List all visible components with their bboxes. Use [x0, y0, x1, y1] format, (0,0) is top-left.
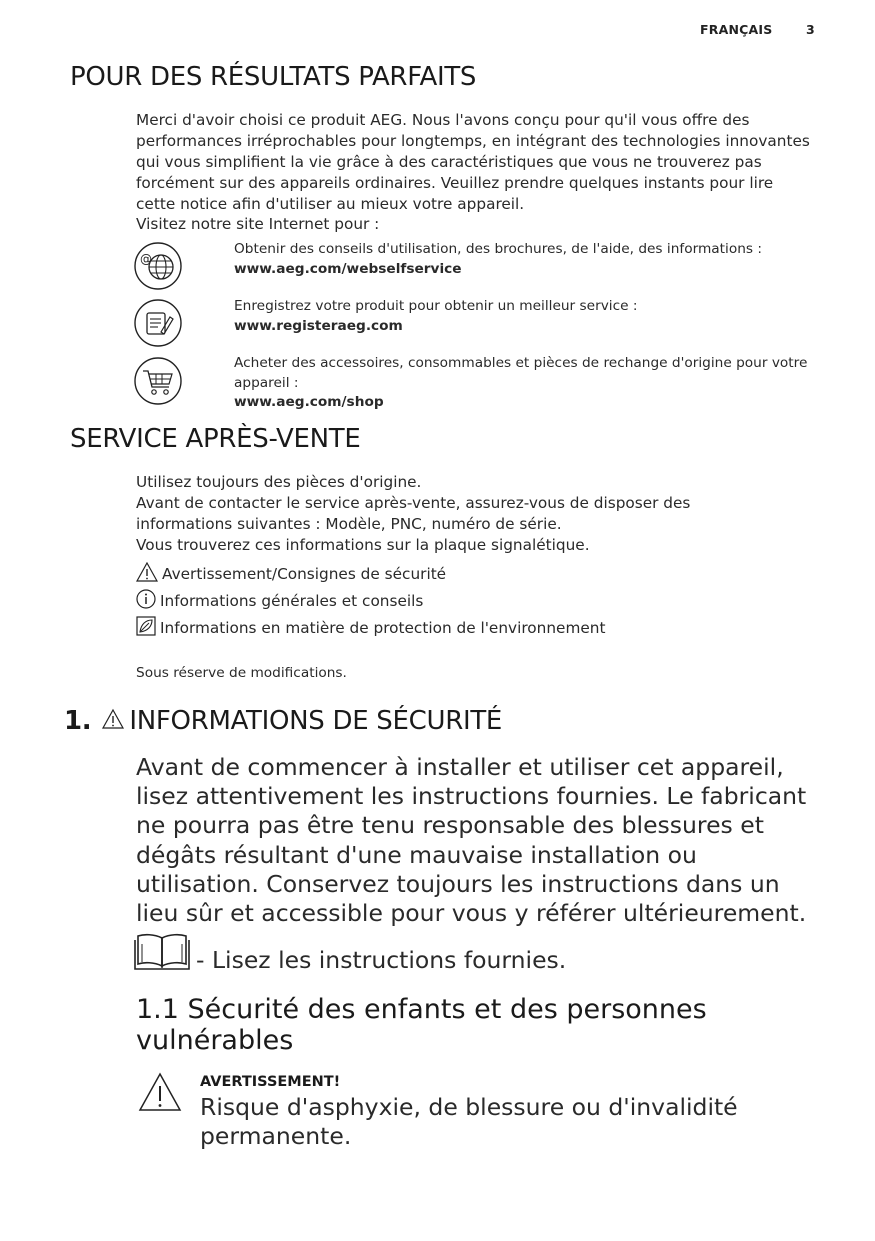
warning-label: AVERTISSEMENT!: [200, 1074, 341, 1090]
legend-environment: [136, 616, 605, 639]
legend-info: [136, 589, 423, 612]
modifications-notice: Sous réserve de modifications.: [136, 665, 347, 681]
results-visit: Visitez notre site Internet pour :: [136, 215, 380, 233]
section-title-service: SERVICE APRÈS-VENTE: [70, 424, 361, 454]
warning-icon: [101, 708, 125, 730]
legend-warning-text: Avertissement/Consignes de sécurité: [162, 565, 447, 583]
cart-icon: [134, 357, 182, 405]
subsection-title: [136, 994, 776, 1056]
results-item-text: Acheter des accessoires, consommables et pièces de rechange d'origine pour votre appareil :: [234, 355, 808, 391]
legend-info-text: Informations générales et conseils: [160, 592, 424, 610]
shop-link[interactable]: www.aeg.com/shop: [234, 394, 384, 410]
legend-warning: [136, 562, 446, 585]
warning-text: Risque d'asphyxie, de blessure ou d'invalidité permanente.: [200, 1093, 738, 1151]
section-title-safety: [64, 706, 502, 736]
read-instructions-text: - Lisez les instructions fournies.: [196, 946, 567, 974]
section-number: 1.: [64, 706, 92, 736]
register-icon: [134, 299, 182, 347]
svg-text:@: @: [140, 252, 152, 266]
subsection-title-text: Sécurité des enfants et des personnes vulnérables: [136, 994, 707, 1056]
page-language: FRANÇAIS: [700, 22, 773, 37]
book-icon: [134, 932, 190, 972]
info-icon: [136, 589, 156, 609]
page-number: 3: [806, 22, 815, 37]
read-instructions: [134, 932, 566, 975]
results-item-text: Obtenir des conseils d'utilisation, des brochures, de l'aide, des informations :: [234, 241, 762, 257]
section-title-text: INFORMATIONS DE SÉCURITÉ: [129, 706, 503, 736]
subsection-number: 1.1: [136, 994, 179, 1025]
results-item-text: Enregistrez votre produit pour obtenir un meilleur service :: [234, 298, 638, 314]
service-line: Avant de contacter le service après-vente, assurez-vous de disposer des informations suivantes : Modèle, PNC, numéro de série.: [136, 494, 691, 533]
globe-icon: [134, 242, 182, 290]
webselfservice-link[interactable]: www.aeg.com/webselfservice: [234, 261, 462, 277]
results-intro: Merci d'avoir choisi ce produit AEG. Nous l'avons conçu pour qu'il vous offre des performances irréprochables pour longtemps, en intégrant des technologies innovantes qui vous simplifient la vie grâce à des caractéristiques que vous ne trouverez pas forcément sur des appareils ordinaires. Veuillez prendre quelques instants pour lire cette notice afin d'utiliser au mieux votre appareil.: [136, 111, 810, 213]
leaf-icon: [136, 616, 156, 636]
warning-icon: [138, 1072, 182, 1112]
service-line: Vous trouverez ces informations sur la plaque signalétique.: [136, 536, 590, 554]
legend-environment-text: Informations en matière de protection de l'environnement: [160, 619, 606, 637]
service-line: Utilisez toujours des pièces d'origine.: [136, 473, 422, 491]
safety-intro: Avant de commencer à installer et utiliser cet appareil, lisez attentivement les instructions fournies. Le fabricant ne pourra pas être tenu responsable des blessures et dégâts résultant d'une mauvaise installation ou utilisation. Conservez toujours les instructions dans un lieu sûr et accessible pour vous y référer ultérieurement.: [136, 753, 807, 928]
section-title-results: POUR DES RÉSULTATS PARFAITS: [70, 62, 477, 92]
warning-icon: [136, 562, 158, 582]
registeraeg-link[interactable]: www.registeraeg.com: [234, 318, 403, 334]
